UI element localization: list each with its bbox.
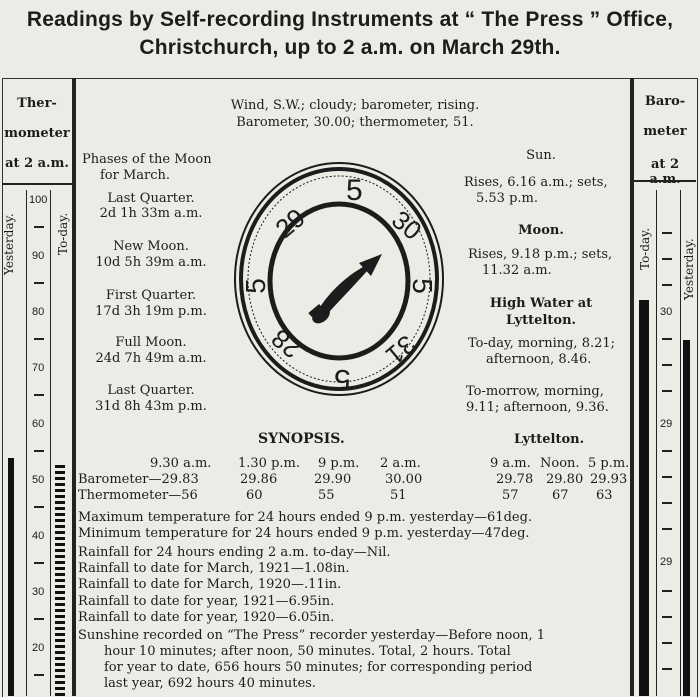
scale-tick (662, 668, 672, 670)
scale-tick (662, 476, 672, 478)
title-line-2: Christchurch, up to 2 a.m. on March 29th. (139, 36, 561, 59)
moon-phase-name: Last Quarter. (107, 191, 195, 206)
thermometer-scale-line-left (26, 190, 27, 696)
thermometer-tick-label: 30 (32, 586, 45, 598)
synopsis-cell: 30.00 (385, 472, 423, 487)
lyttelton-col-header: 9 a.m. (490, 456, 531, 471)
barometer-tick-label: 29 (660, 556, 673, 568)
moon-phase-name: Last Quarter. (107, 383, 195, 398)
scale-tick (34, 394, 44, 396)
synopsis-cell: 29.86 (240, 472, 278, 487)
scale-tick (662, 502, 672, 504)
synopsis-cell: 55 (318, 488, 335, 503)
lyttelton-cell: 57 (502, 488, 519, 503)
moon-phase-time: 2d 1h 33m a.m. (99, 206, 203, 221)
barometer-scale-line-left (656, 190, 657, 696)
barometer-label-2: meter (643, 124, 687, 139)
barometer-label-1: Baro- (644, 94, 686, 109)
sun-line-2: 5.53 p.m. (476, 191, 538, 206)
thermometer-tick-label: 100 (29, 194, 48, 206)
lyttelton-col-header: 5 p.m. (588, 456, 630, 471)
thermometer-tick-label: 90 (32, 250, 45, 262)
scale-tick (34, 338, 44, 340)
high-water-line-2: afternoon, 8.46. (486, 352, 592, 367)
synopsis-heading: SYNOPSIS. (258, 431, 345, 447)
note-line: Rainfall to date for March, 1921—1.08in. (78, 561, 350, 576)
synopsis-cell: 60 (246, 488, 263, 503)
moon-phases-heading-1: Phases of the Moon (82, 152, 212, 167)
barometer-tick-label: 29 (660, 418, 673, 430)
sun-heading: Sun. (526, 148, 556, 163)
note-line: Rainfall to date for year, 1921—6.95in. (78, 594, 335, 609)
note-line: Maximum temperature for 24 hours ended 9 p.m. yesterday—61deg. (78, 510, 533, 525)
scale-tick (34, 674, 44, 676)
lyttelton-heading: Lyttelton. (514, 432, 585, 447)
synopsis-col-header: 9.30 a.m. (150, 456, 212, 471)
sunshine-line-3: for year to date, 656 hours 50 minutes; for corresponding period (104, 660, 533, 675)
scale-tick (662, 338, 672, 340)
lyttelton-cell: 67 (552, 488, 569, 503)
dial-number: 30 (386, 204, 428, 246)
lyttelton-col-header: Noon. (540, 456, 580, 471)
synopsis-row-label: Thermometer—56 (78, 488, 198, 503)
moon-phase-time: 24d 7h 49m a.m. (95, 351, 207, 366)
sunshine-line-4: last year, 692 hours 40 minutes. (104, 676, 316, 691)
note-line: Rainfall for 24 hours ending 2 a.m. to-day—Nil. (78, 545, 391, 560)
synopsis-col-header: 1.30 p.m. (238, 456, 300, 471)
thermometer-yesterday-bar (8, 458, 14, 696)
dial-number: 29 (269, 202, 311, 244)
scale-tick (34, 562, 44, 564)
thermometer-tick-label: 70 (32, 362, 45, 374)
lyttelton-cell: 63 (596, 488, 613, 503)
scale-tick (662, 642, 672, 644)
synopsis-row-label: Barometer—29.83 (78, 472, 199, 487)
lyttelton-cell: 29.80 (546, 472, 584, 487)
thermometer-today-bar (55, 462, 65, 696)
barometer-label-3: at 2 (651, 157, 679, 172)
barometer-today-bar (639, 300, 649, 696)
barometer-today-label: To-day. (638, 227, 652, 270)
note-line: Minimum temperature for 24 hours ended 9 p.m. yesterday—47deg. (78, 526, 530, 541)
thermometer-label-2: mometer (4, 126, 70, 141)
scale-tick (34, 618, 44, 620)
thermometer-tick-label: 40 (32, 530, 45, 542)
moon-line-2: 11.32 a.m. (482, 263, 552, 278)
thermometer-tick-label: 60 (32, 418, 45, 430)
thermometer-header-rule (2, 183, 72, 185)
barometer-scale-line-right (680, 190, 681, 696)
scale-tick (662, 232, 672, 234)
thermometer-label-3: at 2 a.m. (5, 156, 69, 171)
synopsis-cell: 51 (390, 488, 407, 503)
scale-tick (662, 450, 672, 452)
moon-phase-time: 31d 8h 43m p.m. (95, 399, 207, 414)
scale-tick (662, 284, 672, 286)
dial-number: 5 (346, 174, 363, 207)
thermometer-yesterday-label: Yesterday. (2, 213, 16, 275)
moon-phase-name: New Moon. (113, 239, 189, 254)
title-line-1: Readings by Self-recording Instruments at “ The Press ” Office, (26, 8, 674, 31)
high-water-heading-2: Lyttelton. (505, 313, 577, 328)
scale-tick (34, 450, 44, 452)
sunshine-line-1: Sunshine recorded on “The Press” recorder yesterday—Before noon, 1 (78, 628, 546, 643)
scale-tick (662, 590, 672, 592)
thermometer-scale-line-right (50, 190, 51, 696)
scale-tick (662, 258, 672, 260)
moon-phase-time: 17d 3h 19m p.m. (95, 304, 207, 319)
scale-tick (662, 364, 672, 366)
moon-phases-heading-2: for March. (100, 168, 171, 183)
dial-number: 28 (265, 323, 307, 365)
scale-tick (662, 528, 672, 530)
moon-line-1: Rises, 9.18 p.m.; sets, (468, 247, 613, 262)
weather-line-1: Wind, S.W.; cloudy; barometer, rising. (230, 98, 480, 113)
thermometer-tick-label: 80 (32, 306, 45, 318)
dial-number: 5 (334, 363, 351, 396)
lyttelton-cell: 29.93 (590, 472, 628, 487)
thermometer-tick-label: 20 (32, 642, 45, 654)
dial-number: 31 (380, 329, 422, 371)
note-line: Rainfall to date for March, 1920—.11in. (78, 577, 342, 592)
barometer-header-rule (634, 180, 696, 182)
moon-phase-name: Full Moon. (115, 335, 187, 350)
moon-heading: Moon. (518, 223, 564, 238)
weather-line-2: Barometer, 30.00; thermometer, 51. (236, 115, 474, 130)
thermometer-today-label: To-day. (56, 212, 70, 255)
high-water-line-1: To-day, morning, 8.21; (468, 336, 616, 351)
lyttelton-cell: 29.78 (496, 472, 534, 487)
scale-tick (34, 282, 44, 284)
synopsis-col-header: 9 p.m. (318, 456, 360, 471)
dial-hand (308, 254, 382, 327)
moon-phase-time: 10d 5h 39m a.m. (95, 255, 207, 270)
high-water-line-4: 9.11; afternoon, 9.36. (466, 400, 609, 415)
sun-line-1: Rises, 6.16 a.m.; sets, (464, 175, 608, 190)
high-water-heading-1: High Water at (489, 296, 593, 311)
synopsis-col-header: 2 a.m. (380, 456, 421, 471)
scale-tick (662, 616, 672, 618)
dial-number: 5 (406, 278, 438, 294)
moon-phase-name: First Quarter. (105, 288, 197, 303)
dial-number: 5 (239, 278, 271, 294)
note-line: Rainfall to date for year, 1920—6.05in. (78, 610, 335, 625)
sunshine-line-2: hour 10 minutes; after noon, 50 minutes. Total, 2 hours. Total (104, 644, 511, 659)
synopsis-cell: 29.90 (314, 472, 352, 487)
scale-tick (34, 226, 44, 228)
barometer-yesterday-label: Yesterday. (682, 238, 696, 300)
barometer-yesterday-bar (683, 340, 690, 696)
thermometer-label-1: Ther- (17, 96, 57, 111)
thermometer-tick-label: 50 (32, 474, 45, 486)
scale-tick (34, 506, 44, 508)
high-water-line-3: To-morrow, morning, (466, 384, 604, 399)
barometer-tick-label: 30 (660, 306, 673, 318)
scale-tick (662, 390, 672, 392)
